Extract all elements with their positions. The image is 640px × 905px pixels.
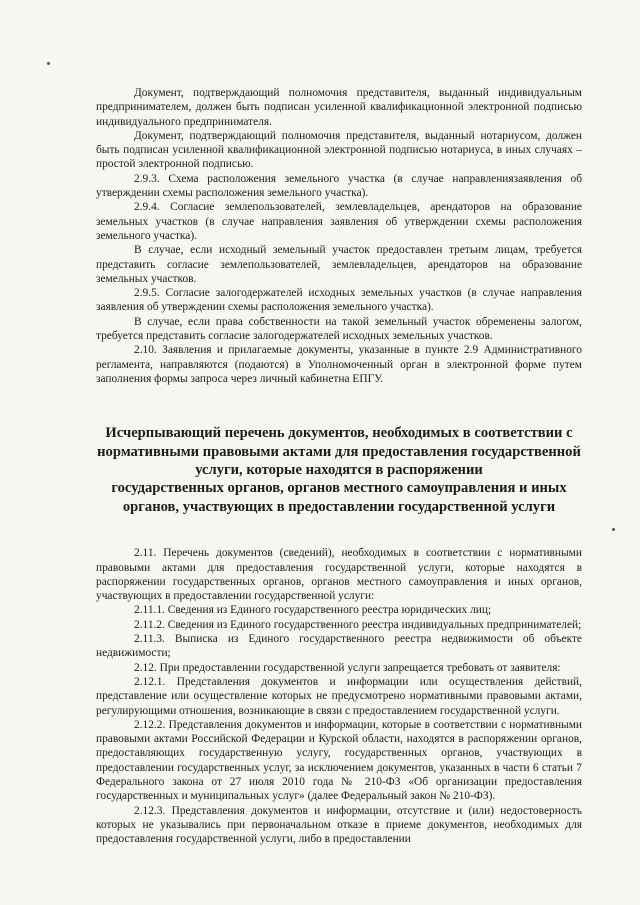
paragraph: 2.12.3. Представления документов и информации, отсутствие и (или) недостоверность которых не указывались при первоначальном отказе в приеме документов, необходимых для предоставления государственной услуги, либо в предоставлении <box>96 804 582 846</box>
heading-line: органов, участвующих в предоставлении государственной услуги <box>122 498 556 515</box>
bottom-section <box>96 546 582 846</box>
paragraph: В случае, если исходный земельный участок предоставлен третьим лицам, требуется представить согласие землепользователей, землевладельцев, арендаторов на образование земельных участков. <box>96 244 582 285</box>
paragraph: В случае, если права собственности на такой земельный участок обременены залогом, требуется представить согласие залогодержателей исходных земельных участков. <box>96 315 582 343</box>
paragraph: 2.9.5. Согласие залогодержателей исходных земельных участков (в случае направления заявления об утверждении схемы расположения земельного участка). <box>96 287 582 314</box>
heading-line: нормативными правовыми актами для предоставления государственной <box>97 443 581 460</box>
paragraph: Документ, подтверждающий полномочия представителя, выданный нотариусом, должен быть подписан усиленной квалификационной электронной подписью нотариуса, в иных случаях – простой электронной подписью. <box>96 129 582 171</box>
section-heading <box>96 424 582 516</box>
scan-speck <box>47 62 50 65</box>
paragraph: 2.12. При предоставлении государственной услуги запрещается требовать от заявителя: <box>134 661 561 674</box>
paragraph: 2.9.3. Схема расположения земельного участка (в случае направлениязаявления об утверждении схемы расположения земельного участка). <box>96 172 582 200</box>
paragraph: 2.11.1. Сведения из Единого государственного реестра юридических лиц; <box>134 604 492 617</box>
paragraph: 2.11. Перечень документов (сведений), необходимых в соответствии с нормативными правовыми актами для предоставления государственной услуги, которые находятся в распоряжении государственных органов, органов местного самоуправления и иных органов, участвующих в предоставлении государственной услуги: <box>96 547 582 603</box>
heading-line: услуги, которые находятся в распоряжении <box>195 462 483 479</box>
paragraph: 2.9.4. Согласие землепользователей, землевладельцев, арендаторов на образование земельных участков (в случае направления заявления об утверждении схемы расположения земельного участка). <box>96 201 582 242</box>
paragraph: 2.11.3. Выписка из Единого государственного реестра недвижимости об объекте недвижимости; <box>96 633 582 660</box>
paragraph: Документ, подтверждающий полномочия представителя, выданный индивидуальным предпринимателем, должен быть подписан усиленной квалификационной электронной подписью индивидуального предпринимателя. <box>96 87 582 128</box>
paragraph: 2.10. Заявления и прилагаемые документы, указанные в пункте 2.9 Административного регламента, направляются (подаются) в Уполномоченный орган в электронной форме путем заполнения формы запроса через личный кабинетна ЕПГУ. <box>96 344 582 385</box>
paragraph: 2.11.2. Сведения из Единого государственного реестра индивидуальных предпринимателей; <box>134 618 582 631</box>
heading-line: государственных органов, органов местного самоуправления и иных <box>111 480 567 497</box>
paragraph: 2.12.1. Представления документов и информации или осуществления действий, представление или осуществление которых не предусмотрено нормативными правовыми актами, регулирующими отношения, возникающие в связи с предоставлением государственной услуги. <box>96 675 582 717</box>
scan-speck <box>612 528 615 531</box>
top-section <box>96 86 582 386</box>
paragraph: 2.12.2. Представления документов и информации, которые в соответствии с нормативными правовыми актами Российской Федерации и Курской области, находятся в распоряжении органов, предоставляющих государственную услугу, государственных органов, участвующих в предоставлении государственных услуг, за исключением документов, указанных в части 6 статьи 7 Федерального закона от 27 июля 2010 года № 210-ФЗ «Об организации предоставления государственных и муниципальных услуг» (далее Федеральный закон № 210-ФЗ). <box>96 718 582 803</box>
heading-line: Исчерпывающий перечень документов, необходимых в соответствии с <box>105 425 573 442</box>
